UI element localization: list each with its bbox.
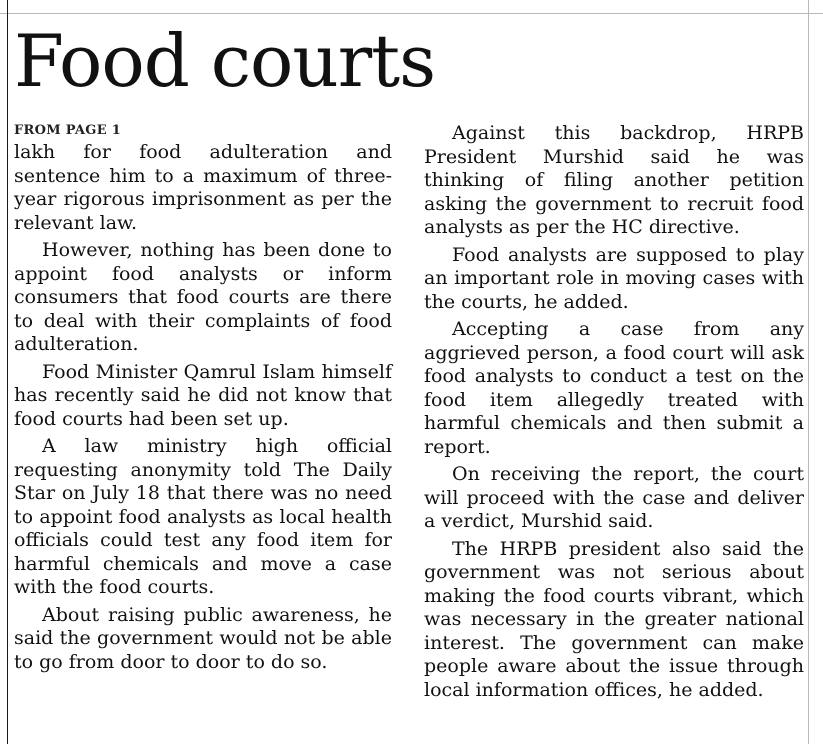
- article-paragraph: The HRPB president also said the government was not serious about making the food courts vibrant, which was necessary in the greater national interest. The government can make people aware about the issue through local information offices, he added.: [424, 537, 804, 701]
- article-paragraph: Accepting a case from any aggrieved person, a food court will ask food analysts to conduct a test on the food item allegedly treated with harmful chemicals and then submit a report.: [424, 318, 804, 458]
- article-paragraph: Food Minister Qamrul Islam himself has recently said he did not know that food courts had been set up.: [14, 360, 392, 430]
- article-paragraph: About raising public awareness, he said the government would not be able to go from door to door to do so.: [14, 603, 392, 673]
- page-top-border: [0, 0, 823, 14]
- jump-label: FROM PAGE 1: [14, 123, 122, 138]
- article-paragraph: On receiving the report, the court will proceed with the case and deliver a verdict, Murshid said.: [424, 463, 804, 532]
- article-paragraph: Against this backdrop, HRPB President Murshid said he was thinking of filing another petition asking the government to recruit food analysts as per the HC directive.: [424, 122, 804, 238]
- article-paragraph: However, nothing has been done to appoint food analysts or inform consumers that food courts are there to deal with their complaints of food adulteration.: [14, 239, 392, 355]
- article-paragraph: lakh for food adulteration and sentence him to a maximum of three-year rigorous imprisonment as per the relevant law.: [14, 141, 392, 234]
- article-paragraph: Food analysts are supposed to play an important role in moving cases with the courts, he added.: [424, 243, 804, 313]
- page-left-border: [0, 0, 8, 744]
- article-column-left: [14, 122, 392, 678]
- article-headline: Food courts: [14, 19, 436, 103]
- article-column-right: [424, 122, 804, 706]
- article-paragraph: A law ministry high official requesting anonymity told The Daily Star on July 18 that there was no need to appoint food analysts as local health officials could test any food item for harmful chemicals and move a case with the food courts.: [14, 435, 392, 598]
- page-right-border: [808, 0, 809, 744]
